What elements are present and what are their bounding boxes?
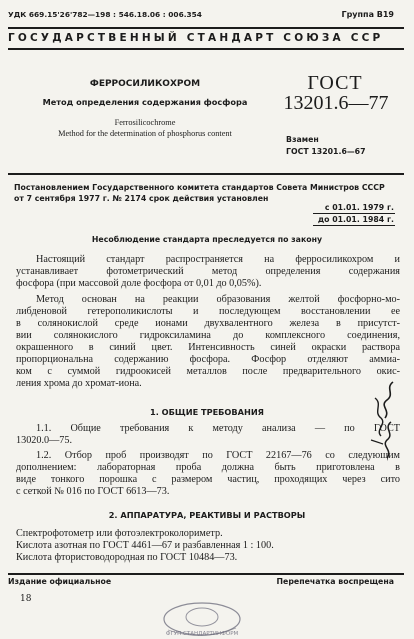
text-line: либденовой гетерополикислоты и последующем восстановлении ее — [16, 305, 400, 317]
text-line: вии солянокислого гидроксиламина до комплексного соединения, — [16, 329, 400, 341]
document-subtitle-en: Method for the determination of phosphorus content — [58, 129, 232, 138]
text-line: фосфора (при массовой доле фосфора от 0,01 до 0,05%). — [16, 277, 262, 289]
group-code: Группа В19 — [341, 10, 394, 19]
udc-code: УДК 669.15'26'782—198 : 546.18.06 : 006.354 — [8, 10, 202, 19]
clause-1-2 — [16, 450, 400, 498]
text-line: с сеткой № 016 по ГОСТ 6613—73. — [16, 485, 170, 497]
title-rule — [8, 173, 404, 175]
effective-to-underline — [313, 225, 395, 226]
clause-1-1 — [16, 423, 400, 447]
text-line: окрашенного в синий цвет. Интенсивность синей окраски раствора — [16, 341, 400, 353]
decree-line-1: Постановлением Государственного комитета стандартов Совета Министров СССР — [14, 183, 385, 192]
text-line: устанавливает фотометрический метод определения содержания — [16, 265, 400, 277]
text-line: 1.2. Отбор проб производят по ГОСТ 22167—76 со следующим — [36, 450, 400, 461]
replaced-standard: ГОСТ 13201.6—67 — [286, 147, 366, 156]
header-rule-top — [8, 27, 404, 29]
text-line: ления хрома до хромат-иона. — [16, 377, 142, 389]
page-number: 18 — [20, 594, 32, 604]
text-line: виде тонкого порошка с размером частиц, проходящих через сито — [16, 473, 400, 485]
list-item: Кислота азотная по ГОСТ 4461—67 и разбавленная 1 : 100. — [16, 539, 274, 551]
gost-label: ГОСТ — [307, 72, 363, 94]
text-line: в солянокислой среде ионами двухвалентного железа в присутст- — [16, 317, 400, 329]
handwritten-margin-note — [365, 378, 405, 468]
text-line: дополнением: лабораторная проба должна быть приготовлена в — [16, 461, 400, 473]
reprint-prohibited-label: Перепечатка воспрещена — [276, 577, 394, 586]
intro-paragraph-2 — [16, 294, 400, 390]
text-line: пропорциональна содержанию фосфора. Фосфор отделяют аммиа- — [16, 353, 400, 365]
section-2-heading: 2. АППАРАТУРА, РЕАКТИВЫ И РАСТВОРЫ — [108, 510, 306, 520]
decree-text — [14, 182, 402, 204]
official-edition-label: Издание официальное — [8, 577, 112, 586]
text-line: 1.1. Общие требования к методу анализа — по ГОСТ — [36, 423, 400, 434]
gost-number: 13201.6—77 — [283, 92, 389, 114]
replaces-label: Взамен — [286, 135, 319, 144]
document-title-ru: ФЕРРОСИЛИКОХРОМ — [89, 79, 201, 89]
list-item: Кислота фтористоводородная по ГОСТ 10484—73. — [16, 551, 238, 563]
effective-to: до 01.01. 1984 г. — [317, 215, 394, 224]
effective-from: с 01.01. 1979 г. — [324, 203, 394, 212]
effective-from-underline — [313, 213, 395, 214]
svg-text:ФГУП СТАНДАРТИНФОРМ: ФГУП СТАНДАРТИНФОРМ — [165, 631, 239, 637]
text-line: Метод основан на реакции образования желтой фосфорно-мо- — [36, 294, 400, 305]
state-standard-heading: ГОСУДАРСТВЕННЫЙ СТАНДАРТ СОЮЗА ССР — [8, 32, 384, 44]
text-line: ком с суммой гидроокисей металлов после предварительного окис- — [16, 365, 400, 377]
intro-paragraph-1 — [16, 254, 400, 290]
equipment-list — [16, 528, 400, 564]
document-subtitle-ru: Метод определения содержания фосфора — [42, 97, 248, 107]
text-line: 13020.0—75. — [16, 434, 73, 446]
header-rule-bottom — [8, 48, 404, 50]
document-title-en: Ferrosilicochrome — [114, 118, 176, 127]
footer-rule — [8, 573, 404, 575]
list-item: Спектрофотометр или фотоэлектроколориметр. — [16, 528, 223, 539]
section-1-heading: 1. ОБЩИЕ ТРЕБОВАНИЯ — [150, 407, 264, 417]
library-stamp — [160, 598, 244, 638]
text-line: Настоящий стандарт распространяется на ферросиликохром и — [36, 254, 400, 265]
nonconformity-notice: Несоблюдение стандарта преследуется по закону — [91, 235, 323, 244]
decree-line-2: от 7 сентября 1977 г. № 2174 срок действия установлен — [14, 194, 269, 203]
